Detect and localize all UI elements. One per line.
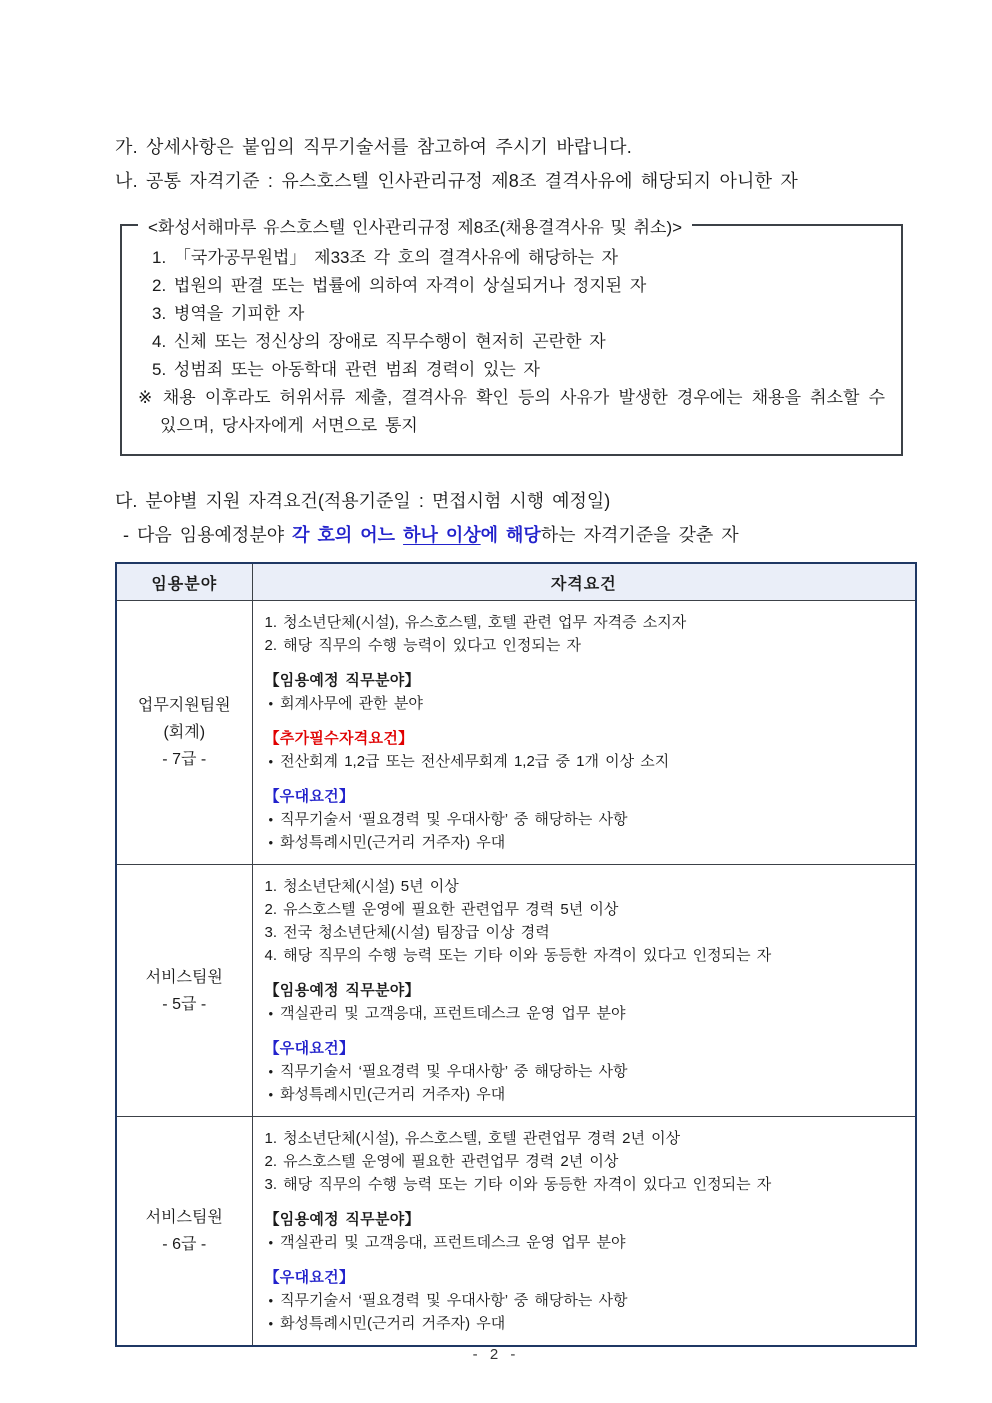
numbered-item: 2. 해당 직무의 수행 능력이 있다고 인정되는 자 — [264, 637, 582, 654]
regulation-item: 1. 「국가공무원법」 제33조 각 호의 결격사유에 해당하는 자 — [152, 248, 619, 267]
subline-suffix: 하는 자격기준을 갖춘 자 — [540, 525, 739, 545]
bullet-item: • 화성특례시민(근거리 거주자) 우대 — [265, 1083, 902, 1106]
position-cell — [116, 601, 252, 865]
regulation-item: 2. 법원의 판결 또는 법률에 의하여 자격이 상실되거나 정지된 자 — [152, 276, 647, 295]
position-name: 서비스팀원 — [145, 1209, 223, 1226]
bullet-item: • 직무기술서 ‘필요경력 및 우대사항’ 중 해당하는 사항 — [265, 1289, 902, 1312]
section-preferred — [265, 1266, 902, 1335]
bullet-item: • 직무기술서 ‘필요경력 및 우대사항’ 중 해당하는 사항 — [265, 1060, 902, 1083]
numbered-item: 4. 해당 직무의 수행 능력 또는 기타 이와 동등한 자격이 있다고 인정되는 자 — [264, 947, 772, 964]
section-expected-duty — [265, 979, 902, 1025]
position-name: 서비스팀원 — [145, 968, 223, 986]
document-page — [115, 130, 925, 1347]
section-required-extra — [265, 727, 902, 773]
numbered-item: 1. 청소년단체(시설) 5년 이상 — [264, 878, 459, 895]
bullet-item: • 회계사무에 관한 분야 — [265, 692, 902, 715]
position-grade: - 7급 - — [162, 751, 207, 768]
subline-emphasis-2: 에 해당 — [480, 525, 541, 545]
column-header-position: 임용분야 — [116, 563, 252, 601]
section-title: 【추가필수자격요건】 — [264, 730, 414, 747]
requirements-cell — [252, 601, 916, 865]
position-cell — [116, 865, 252, 1117]
section-da-subline — [123, 520, 925, 550]
requirements-cell — [252, 865, 916, 1117]
numbered-item: 3. 해당 직무의 수행 능력 또는 기타 이와 동등한 자격이 있다고 인정되는 자 — [264, 1176, 772, 1193]
bullet-item: • 객실관리 및 고객응대, 프런트데스크 운영 업무 분야 — [265, 1231, 902, 1254]
position-grade: - 5급 - — [162, 995, 207, 1013]
bullet-item: • 화성특례시민(근거리 거주자) 우대 — [265, 831, 902, 854]
regulation-item: 4. 신체 또는 정신상의 장애로 직무수행이 현저히 곤란한 자 — [152, 332, 606, 351]
section-title: 【임용예정 직무분야】 — [264, 1211, 420, 1228]
numbered-item: 2. 유스호스텔 운영에 필요한 관련업무 경력 5년 이상 — [264, 901, 619, 918]
intro-item-na: 나. 공통 자격기준 : 유스호스텔 인사관리규정 제8조 결격사유에 해당되지 아니한 자 — [115, 171, 799, 191]
bullet-item: • 객실관리 및 고객응대, 프런트데스크 운영 업무 분야 — [265, 1002, 902, 1025]
numbered-item: 3. 전국 청소년단체(시설) 팀장급 이상 경력 — [264, 924, 550, 941]
section-title: 【우대요건】 — [264, 788, 355, 805]
section-da-heading: 다. 분야별 지원 자격요건(적용기준일 : 면접시험 시행 예정일) — [115, 491, 611, 511]
numbered-item: 1. 청소년단체(시설), 유스호스텔, 호텔 관련 업무 자격증 소지자 — [264, 614, 687, 631]
subline-emphasis-underlined: 하나 이상 — [403, 525, 481, 545]
numbered-item: 2. 유스호스텔 운영에 필요한 관련업무 경력 2년 이상 — [264, 1153, 619, 1170]
bullet-item: • 화성특례시민(근거리 거주자) 우대 — [265, 1312, 902, 1335]
section-title: 【임용예정 직무분야】 — [264, 982, 420, 999]
bullet-item: • 전산회계 1,2급 또는 전산세무회계 1,2급 중 1개 이상 소지 — [265, 750, 902, 773]
section-title: 【우대요건】 — [264, 1040, 355, 1057]
section-expected-duty — [265, 669, 902, 715]
bullet-item: • 직무기술서 ‘필요경력 및 우대사항’ 중 해당하는 사항 — [265, 808, 902, 831]
table-row — [116, 865, 916, 1117]
subline-emphasis-1: 각 호의 어느 — [292, 525, 404, 545]
section-title: 【임용예정 직무분야】 — [264, 672, 420, 689]
position-cell — [116, 1117, 252, 1347]
position-grade: - 6급 - — [162, 1236, 207, 1253]
section-expected-duty — [265, 1208, 902, 1254]
numbered-item: 1. 청소년단체(시설), 유스호스텔, 호텔 관련업무 경력 2년 이상 — [264, 1130, 681, 1147]
section-title: 【우대요건】 — [264, 1269, 355, 1286]
table-row — [116, 1117, 916, 1347]
intro-item-ga: 가. 상세사항은 붙임의 직무기술서를 참고하여 주시기 바랍니다. — [115, 137, 632, 157]
section-preferred — [265, 1037, 902, 1106]
section-preferred — [265, 785, 902, 854]
regulation-item: 3. 병역을 기피한 자 — [152, 304, 305, 323]
regulation-box — [120, 218, 903, 456]
requirements-cell — [252, 1117, 916, 1347]
regulation-note: ※ 채용 이후라도 허위서류 제출, 결격사유 확인 등의 사유가 발생한 경우에는 채용을 취소할 수 있으며, 당사자에게 서면으로 통지 — [138, 388, 885, 435]
subline-prefix: - 다음 임용예정분야 — [123, 525, 293, 545]
regulation-box-title: <화성서해마루 유스호스텔 인사관리규정 제8조(채용결격사유 및 취소)> — [138, 213, 692, 238]
page-number: - 2 - — [472, 1346, 520, 1363]
column-header-requirements: 자격요건 — [252, 563, 916, 601]
regulation-item: 5. 성범죄 또는 아동학대 관련 범죄 경력이 있는 자 — [152, 360, 540, 379]
qualification-table — [115, 562, 917, 1347]
position-detail: (회계) — [163, 724, 206, 741]
table-header-row — [116, 563, 916, 601]
table-row — [116, 601, 916, 865]
position-name: 업무지원팀원 — [137, 697, 231, 714]
